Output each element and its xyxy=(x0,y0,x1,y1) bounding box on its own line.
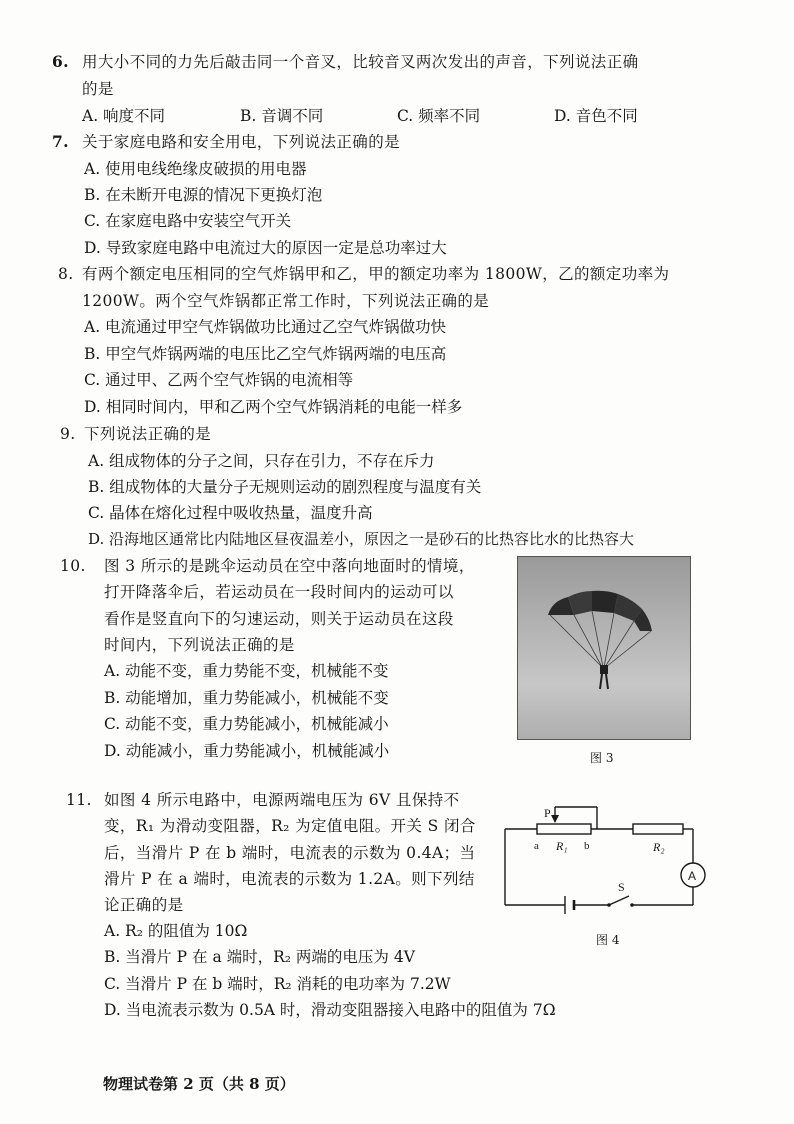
q6-number: 6. xyxy=(52,52,69,71)
q10-option-b: B. 动能增加，重力势能减小，机械能不变 xyxy=(104,689,389,707)
q7-stem: 关于家庭电路和安全用电，下列说法正确的是 xyxy=(82,133,401,151)
q11-option-d: D. 当电流表示数为 0.5A 时，滑动变阻器接入电路中的阻值为 7Ω xyxy=(104,1001,556,1019)
q9-number: 9. xyxy=(60,425,76,443)
q8-option-d: D. 相同时间内，甲和乙两个空气炸锅消耗的电能一样多 xyxy=(84,398,463,416)
q10-stem-line2: 打开降落伞后，若运动员在一段时间内的运动可以 xyxy=(104,583,454,601)
end-a-label: a xyxy=(534,840,539,852)
figure4-caption: 图 4 xyxy=(596,933,620,947)
end-b-label: b xyxy=(584,840,590,852)
q7-option-c: C. 在家庭电路中安装空气开关 xyxy=(84,212,292,230)
q8-option-c: C. 通过甲、乙两个空气炸锅的电流相等 xyxy=(84,371,354,389)
q7-option-d: D. 导致家庭电路中电流过大的原因一定是总功率过大 xyxy=(84,239,447,257)
q11-stem-line5: 论正确的是 xyxy=(104,896,184,914)
page-footer: 物理试卷第 2 页（共 8 页） xyxy=(103,1075,295,1093)
q9-option-c: C. 晶体在熔化过程中吸收热量，温度升高 xyxy=(88,504,373,522)
slider-arrow xyxy=(551,815,559,823)
q11-option-c: C. 当滑片 P 在 b 端时，R₂ 消耗的电功率为 7.2W xyxy=(104,975,451,993)
q10-option-a: A. 动能不变，重力势能不变，机械能不变 xyxy=(104,662,389,680)
ammeter-label: A xyxy=(688,869,697,883)
q11-option-a: A. R₂ 的阻值为 10Ω xyxy=(104,922,248,940)
q10-stem-line1: 图 3 所示的是跳伞运动员在空中落向地面时的情境， xyxy=(104,557,475,575)
q6-option-a: A. 响度不同 xyxy=(82,107,166,125)
q10-stem-line3: 看作是竖直向下的匀速运动，则关于运动员在这段 xyxy=(104,610,454,628)
q9-option-d: D. 沿海地区通常比内陆地区昼夜温差小，原因之一是砂石的比热容比水的比热容大 xyxy=(88,530,635,548)
q11-option-b: B. 当滑片 P 在 a 端时，R₂ 两端的电压为 4V xyxy=(104,948,415,966)
q6-option-d: D. 音色不同 xyxy=(554,107,638,125)
q6-stem-line2: 的是 xyxy=(82,80,114,98)
q10-stem-line4: 时间内，下列说法正确的是 xyxy=(104,636,295,654)
q11-stem-line3: 后，当滑片 P 在 b 端时，电流表的示数为 0.4A；当 xyxy=(104,844,476,862)
q7-option-b: B. 在未断开电源的情况下更换灯泡 xyxy=(84,186,323,204)
q10-option-d: D. 动能减小，重力势能减小，机械能减小 xyxy=(104,742,390,760)
parachute-illustration xyxy=(518,557,690,739)
r1-resistor xyxy=(537,824,591,834)
q6-option-b: B. 音调不同 xyxy=(240,107,324,125)
q10-number: 10. xyxy=(60,557,86,575)
q8-option-a: A. 电流通过甲空气炸锅做功比通过乙空气炸锅做功快 xyxy=(84,318,447,336)
q9-option-b: B. 组成物体的大量分子无规则运动的剧烈程度与温度有关 xyxy=(88,478,482,496)
figure3-caption: 图 3 xyxy=(590,751,614,765)
r2-resistor xyxy=(633,824,683,834)
q6-stem-line1: 用大小不同的力先后敲击同一个音叉，比较音叉两次发出的声音，下列说法正确 xyxy=(82,53,639,71)
q11-stem-line1: 如图 4 所示电路中，电源两端电压为 6V 且保持不 xyxy=(104,791,460,809)
q8-option-b: B. 甲空气炸锅两端的电压比乙空气炸锅两端的电压高 xyxy=(84,345,447,363)
figure4-circuit-diagram xyxy=(495,795,715,920)
q9-stem: 下列说法正确的是 xyxy=(84,425,212,443)
r1-label: R₁ xyxy=(556,839,568,853)
q11-stem-line2: 变，R₁ 为滑动变阻器，R₂ 为定值电阻。开关 S 闭合 xyxy=(104,817,476,835)
q8-stem-line1: 有两个额定电压相同的空气炸锅甲和乙，甲的额定功率为 1800W，乙的额定功率为 xyxy=(82,265,670,283)
slider-label: P xyxy=(544,806,551,820)
q7-number: 7. xyxy=(52,132,69,151)
q9-option-a: A. 组成物体的分子之间，只存在引力，不存在斥力 xyxy=(88,452,435,470)
figure3-parachute-photo xyxy=(517,556,691,740)
q8-number: 8. xyxy=(58,265,74,283)
q7-option-a: A. 使用电线绝缘皮破损的用电器 xyxy=(84,160,307,178)
q11-number: 11. xyxy=(66,791,92,809)
q11-stem-line4: 滑片 P 在 a 端时，电流表的示数为 1.2A。则下列结 xyxy=(104,870,475,888)
q8-stem-line2: 1200W。两个空气炸锅都正常工作时，下列说法正确的是 xyxy=(82,292,490,310)
switch-label: S xyxy=(618,880,625,894)
q6-option-c: C. 频率不同 xyxy=(397,107,481,125)
q10-option-c: C. 动能不变，重力势能减小，机械能减小 xyxy=(104,715,389,733)
r2-label: R₂ xyxy=(653,840,665,854)
